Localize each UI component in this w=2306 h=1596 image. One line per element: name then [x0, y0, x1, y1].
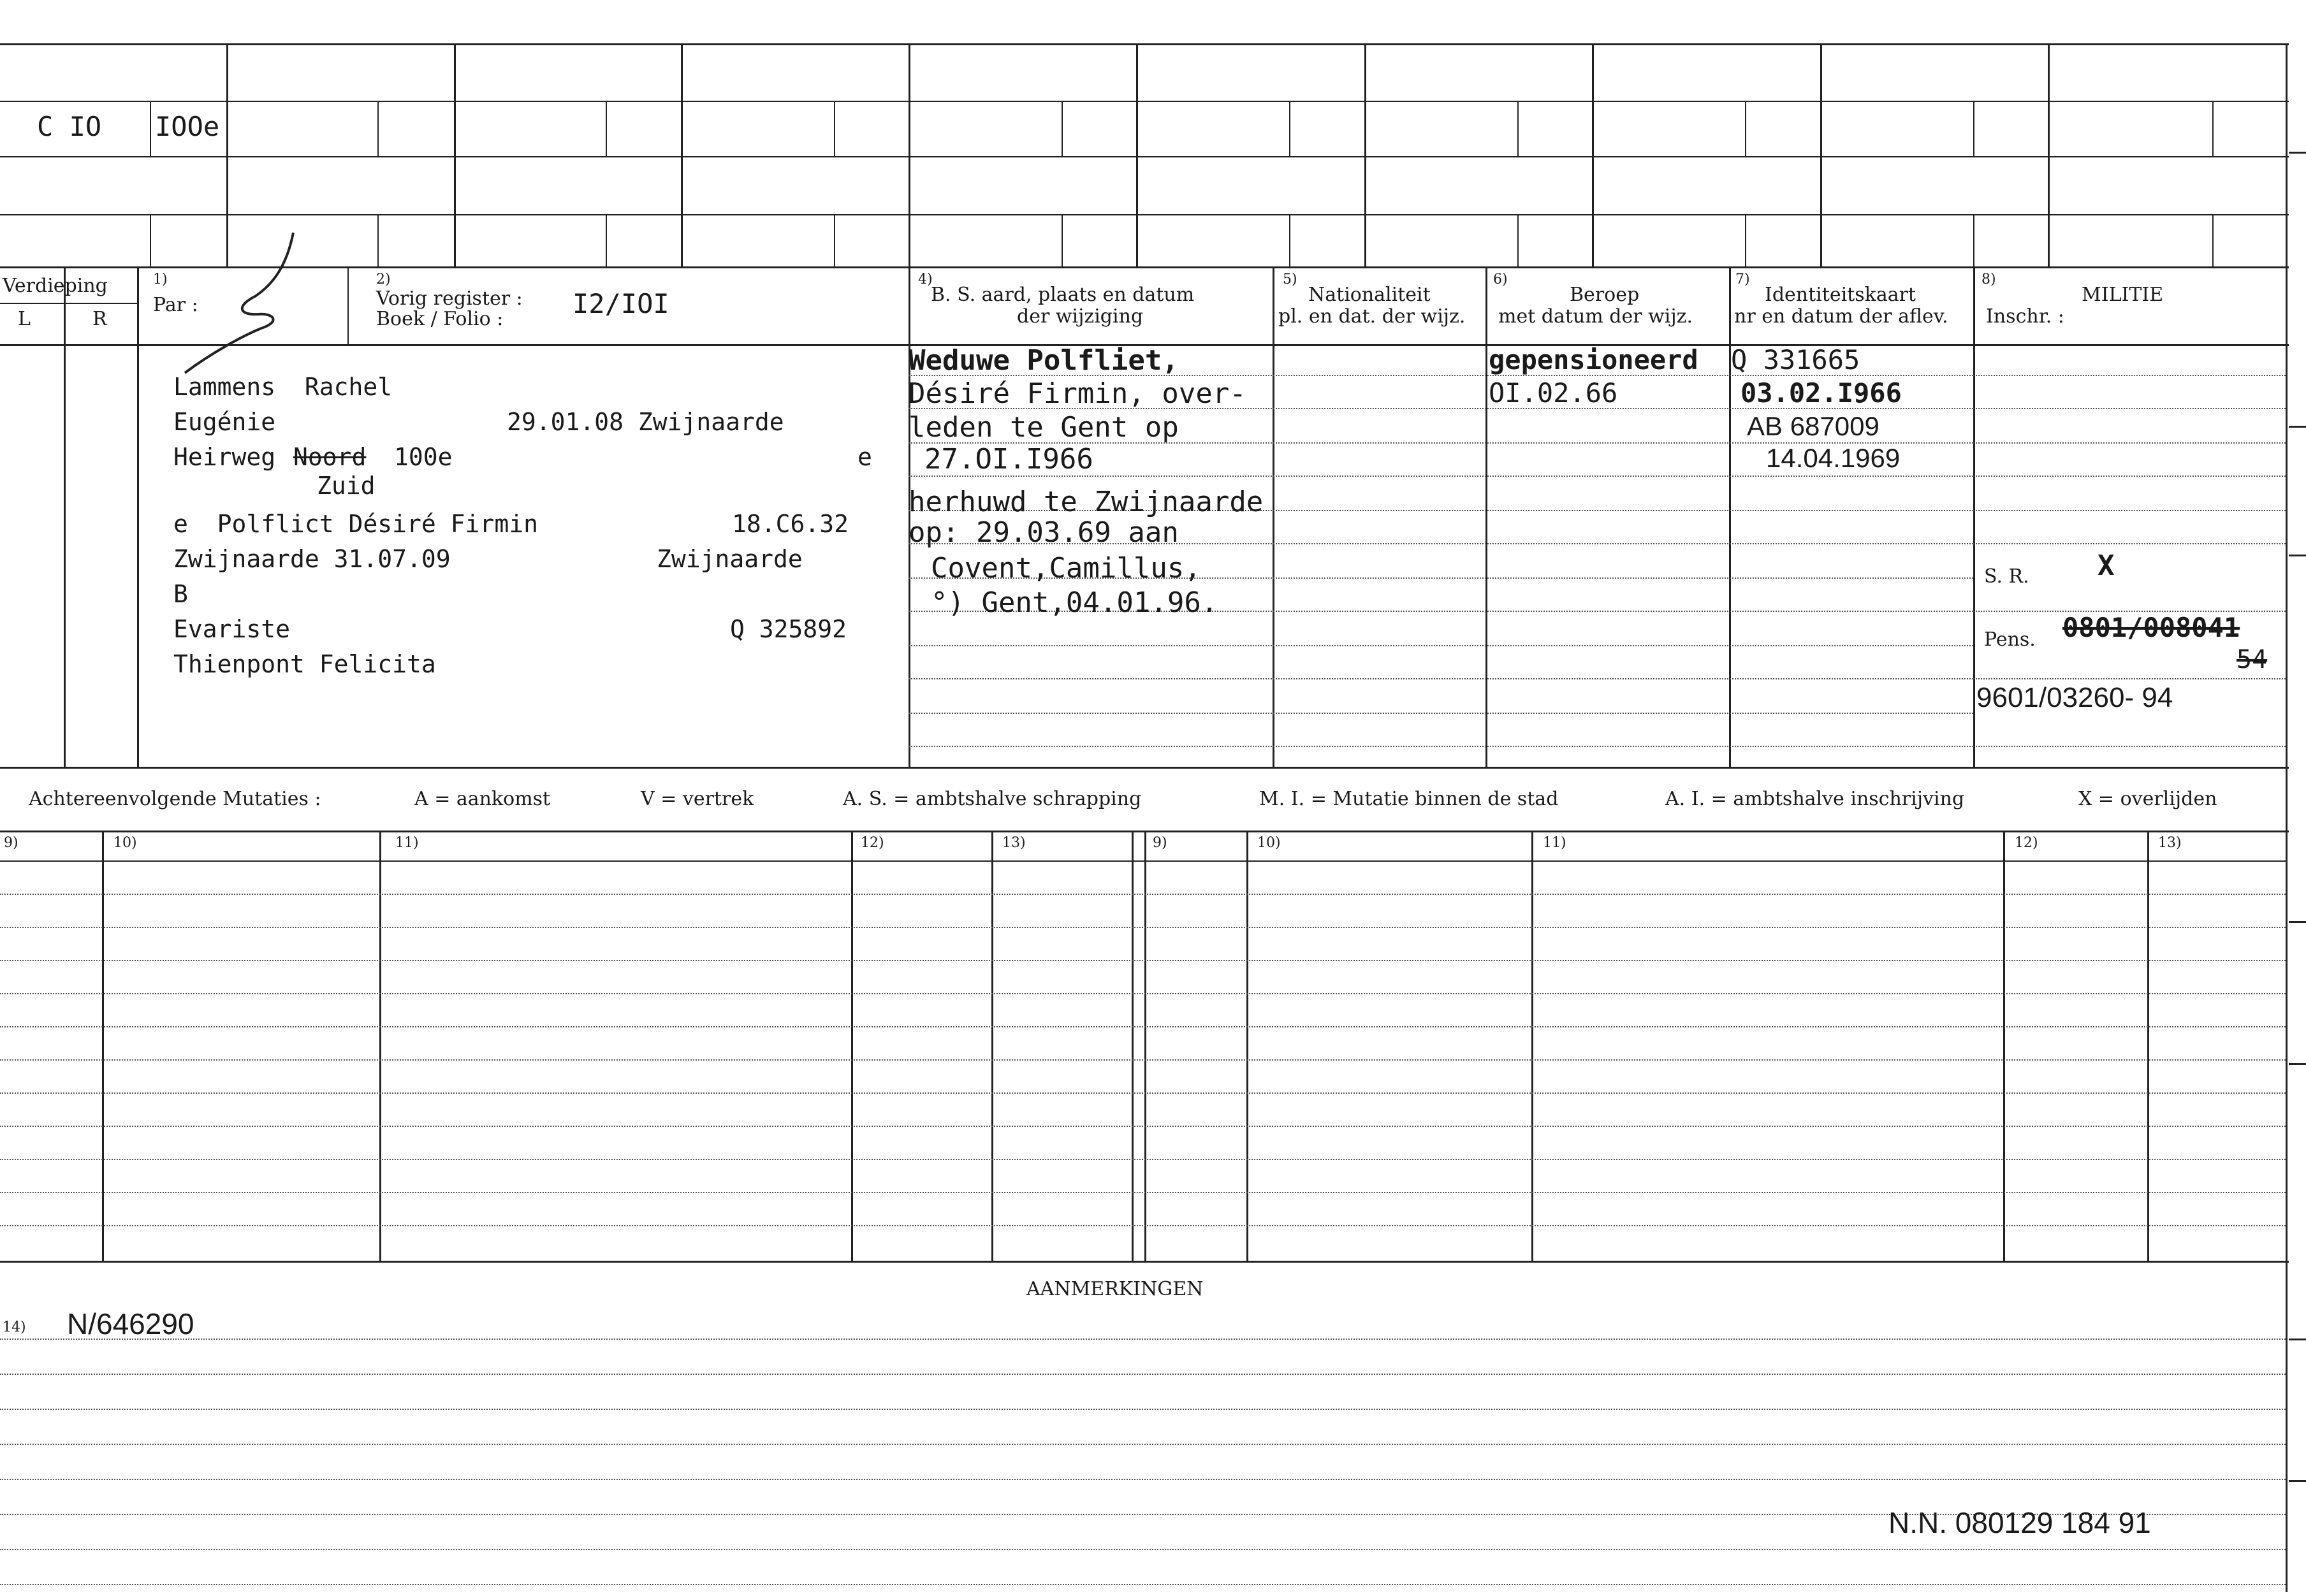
person-line-firstname: Eugénie — [173, 408, 276, 436]
person-line-birth: 29.01.08 Zwijnaarde — [507, 408, 784, 436]
person-line-name: Lammens Rachel — [173, 373, 393, 401]
bs-header-1: B. S. aard, plaats en datum — [931, 284, 1195, 306]
national-number: N.N. 080129 184 91 — [1888, 1506, 2151, 1539]
person-line-suffix: e — [857, 443, 872, 471]
bs-line-1: Weduwe Polfliet, — [909, 344, 1179, 377]
mut-col-11a: 11) — [395, 835, 419, 851]
aanmerkingen-title: AANMERKINGEN — [1026, 1278, 1204, 1300]
beroep-header-2: met datum der wijz. — [1498, 305, 1693, 328]
col8-number: 8) — [1981, 272, 1996, 287]
bs-line-5: herhuwd te Zwijnaarde — [909, 486, 1264, 518]
beroep-entry-2: OI.02.66 — [1489, 377, 1618, 409]
sr-label: S. R. — [1984, 565, 2029, 588]
verdieping-l: L — [18, 308, 31, 330]
par-handwritten-mark — [172, 226, 312, 392]
person-line-b: B — [173, 580, 188, 608]
inschr-label: Inschr. : — [1986, 305, 2064, 328]
mutaties-x: X = overlijden — [2078, 788, 2217, 810]
bs-line-6: op: 29.03.69 aan — [909, 516, 1179, 549]
bs-line-7: Covent,Camillus, — [931, 552, 1201, 584]
mutaties-a: A = aankomst — [414, 788, 551, 810]
beroep-entry-1: gepensioneerd — [1489, 344, 1698, 375]
col6-number: 6) — [1493, 272, 1508, 287]
col2-number: 2) — [376, 272, 391, 287]
person-line-evariste: Evariste — [173, 615, 291, 643]
bs-line-3: leden te Gent op — [909, 411, 1179, 444]
person-line-zuid: Zuid — [317, 472, 376, 500]
id-entry-3: AB 687009 — [1747, 411, 1879, 441]
person-line-place: Zwijnaarde 31.07.09 — [173, 545, 451, 573]
mutaties-mi: M. I. = Mutatie binnen de stad — [1259, 788, 1559, 810]
mut-col-13a: 13) — [1002, 835, 1026, 851]
mutaties-as: A. S. = ambtshalve schrapping — [843, 788, 1142, 810]
sr-value: X — [2098, 549, 2115, 582]
pens-struck: 0801/008041 — [2062, 612, 2240, 643]
id-header-1: Identiteitskaart — [1765, 284, 1916, 306]
person-line-street: Heirweg — [173, 443, 276, 471]
mut-col-12a: 12) — [861, 835, 884, 851]
id-entry-4: 14.04.1969 — [1766, 443, 1901, 473]
mut-col-9a: 9) — [4, 835, 18, 851]
pens-label: Pens. — [1984, 628, 2036, 651]
verdieping-r: R — [92, 308, 107, 330]
id-entry-2: 03.02.I966 — [1740, 377, 1902, 409]
boek-folio-label: Boek / Folio : — [376, 308, 504, 330]
nat-header-1: Nationaliteit — [1308, 284, 1431, 306]
id-header-2: nr en datum der aflev. — [1734, 305, 1948, 328]
par-label: Par : — [153, 294, 198, 316]
nat-header-2: pl. en dat. der wijz. — [1278, 305, 1466, 328]
person-line-mother: Thienpont Felicita — [173, 650, 436, 678]
person-line-place-right: Zwijnaarde — [657, 545, 803, 573]
bs-line-4: 27.OI.I966 — [924, 443, 1093, 475]
bs-header-2: der wijziging — [1017, 305, 1144, 328]
vorig-register-label: Vorig register : — [376, 287, 523, 310]
person-line-spouse: e Polflict Désiré Firmin — [173, 510, 538, 538]
verdieping-label: Verdieping — [3, 275, 108, 297]
aanmerkingen-value: N/646290 — [67, 1307, 194, 1340]
beroep-header-1: Beroep — [1570, 284, 1640, 306]
mutaties-label: Achtereenvolgende Mutaties : — [29, 788, 321, 810]
mut-col-12b: 12) — [2015, 835, 2038, 851]
pens-value: 9601/03260- 94 — [1976, 682, 2173, 713]
person-line-housenr: 100e — [394, 443, 453, 471]
col4-number: 4) — [918, 272, 933, 287]
pens-struck-suffix: 54 — [2237, 645, 2268, 674]
militie-header: MILITIE — [2082, 284, 2164, 306]
bs-line-2: Désiré Firmin, over- — [909, 377, 1246, 410]
mutaties-v: V = vertrek — [641, 788, 754, 810]
top-code-a: C IO — [37, 111, 102, 142]
mut-col-9b: 9) — [1153, 835, 1167, 851]
mut-col-10a: 10) — [113, 835, 137, 851]
mut-col-11b: 11) — [1543, 835, 1566, 851]
vorig-register-value: I2/IOI — [573, 288, 669, 319]
col5-number: 5) — [1283, 272, 1297, 287]
aanmerkingen-number: 14) — [3, 1319, 26, 1335]
mut-col-13b: 13) — [2158, 835, 2182, 851]
person-line-spouse-date: 18.C6.32 — [732, 510, 849, 538]
person-line-q: Q 325892 — [730, 615, 847, 643]
person-line-street-struck: Noord — [293, 443, 367, 471]
id-entry-1: Q 331665 — [1731, 344, 1860, 375]
top-code-b: IOOe — [155, 111, 220, 142]
col7-number: 7) — [1735, 272, 1750, 287]
mut-col-10b: 10) — [1257, 835, 1281, 851]
col1-number: 1) — [153, 272, 168, 287]
bs-line-8: °) Gent,04.01.96. — [931, 586, 1218, 619]
mutaties-ai: A. I. = ambtshalve inschrijving — [1665, 788, 1965, 810]
